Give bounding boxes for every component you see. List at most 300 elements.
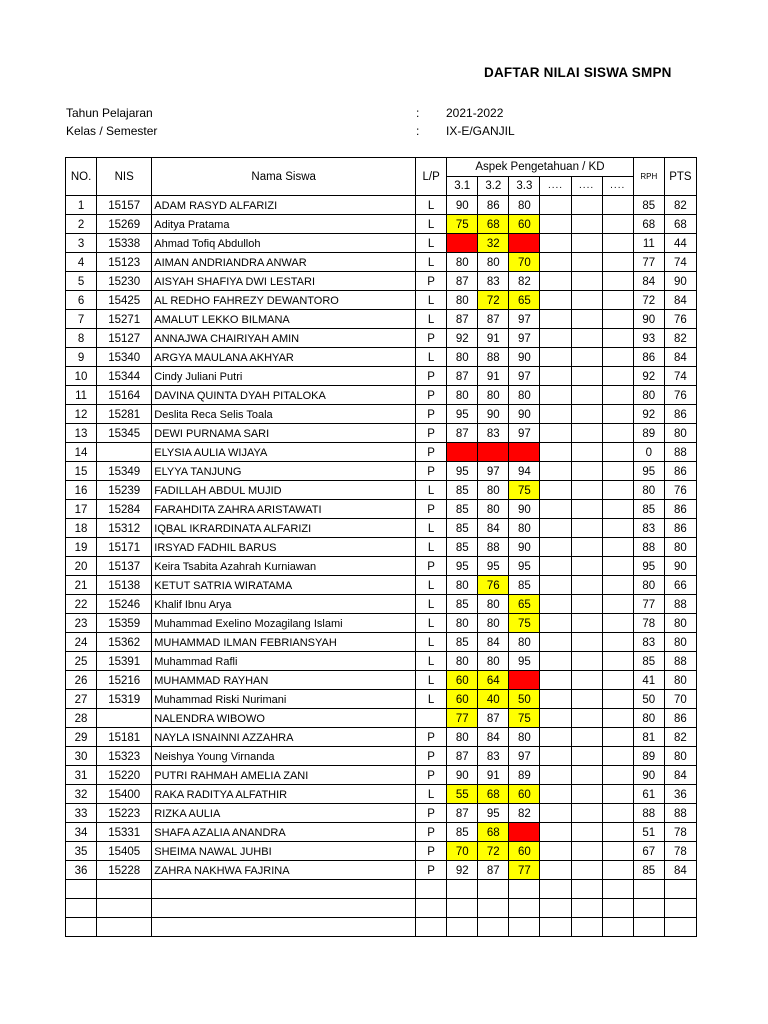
cell-kd-blank bbox=[540, 519, 571, 538]
table-row bbox=[66, 462, 697, 481]
cell-rph: 90 bbox=[633, 766, 664, 785]
cell-kd-3-1: 87 bbox=[447, 747, 478, 766]
cell-rph: 80 bbox=[633, 709, 664, 728]
cell-kd-3-3: 60 bbox=[509, 785, 540, 804]
empty-cell bbox=[97, 880, 152, 899]
cell-kd-3-1: 80 bbox=[447, 576, 478, 595]
cell-kd-3-2: 88 bbox=[478, 538, 509, 557]
cell-kd-3-2: 80 bbox=[478, 386, 509, 405]
cell-name: DEWI PURNAMA SARI bbox=[152, 424, 416, 443]
cell-kd-3-3: 80 bbox=[509, 196, 540, 215]
cell-kd-blank bbox=[540, 462, 571, 481]
cell-pts: 88 bbox=[664, 652, 696, 671]
cell-nis: 15230 bbox=[97, 272, 152, 291]
cell-kd-blank bbox=[571, 272, 602, 291]
school-year-label: Tahun Pelajaran bbox=[66, 106, 153, 120]
header-kd-blank-1: .... bbox=[540, 177, 571, 196]
cell-name: AIMAN ANDRIANDRA ANWAR bbox=[152, 253, 416, 272]
cell-kd-3-2: 68 bbox=[478, 785, 509, 804]
cell-no: 35 bbox=[66, 842, 97, 861]
cell-kd-blank bbox=[571, 804, 602, 823]
table-row bbox=[66, 234, 697, 253]
cell-no: 33 bbox=[66, 804, 97, 823]
cell-lp: L bbox=[416, 538, 447, 557]
cell-kd-3-2: 97 bbox=[478, 462, 509, 481]
cell-rph: 95 bbox=[633, 462, 664, 481]
cell-kd-3-1: 87 bbox=[447, 367, 478, 386]
student-rows bbox=[66, 196, 697, 937]
page-title: DAFTAR NILAI SISWA SMPN bbox=[484, 65, 672, 80]
cell-kd-3-1: 80 bbox=[447, 386, 478, 405]
cell-kd-3-2: 83 bbox=[478, 424, 509, 443]
cell-nis: 15425 bbox=[97, 291, 152, 310]
cell-kd-3-1: 85 bbox=[447, 538, 478, 557]
cell-kd-blank bbox=[571, 519, 602, 538]
cell-kd-blank bbox=[602, 215, 633, 234]
cell-pts: 74 bbox=[664, 253, 696, 272]
table-row bbox=[66, 348, 697, 367]
empty-cell bbox=[152, 880, 416, 899]
empty-cell bbox=[447, 899, 478, 918]
cell-kd-blank bbox=[571, 291, 602, 310]
empty-cell bbox=[633, 880, 664, 899]
cell-lp: L bbox=[416, 196, 447, 215]
cell-kd-3-1: 87 bbox=[447, 424, 478, 443]
cell-kd-3-3: 80 bbox=[509, 519, 540, 538]
cell-kd-blank bbox=[571, 462, 602, 481]
cell-kd-3-3: 94 bbox=[509, 462, 540, 481]
cell-rph: 0 bbox=[633, 443, 664, 462]
cell-rph: 95 bbox=[633, 557, 664, 576]
cell-pts: 36 bbox=[664, 785, 696, 804]
empty-cell bbox=[66, 918, 97, 937]
cell-kd-blank bbox=[602, 253, 633, 272]
cell-kd-3-3: 50 bbox=[509, 690, 540, 709]
cell-kd-3-2: 40 bbox=[478, 690, 509, 709]
cell-no: 24 bbox=[66, 633, 97, 652]
cell-no: 11 bbox=[66, 386, 97, 405]
header-aspect: Aspek Pengetahuan / KD bbox=[447, 158, 634, 177]
cell-name: ARGYA MAULANA AKHYAR bbox=[152, 348, 416, 367]
cell-rph: 51 bbox=[633, 823, 664, 842]
cell-kd-blank bbox=[571, 823, 602, 842]
cell-kd-blank bbox=[602, 443, 633, 462]
empty-cell bbox=[540, 899, 571, 918]
cell-no: 17 bbox=[66, 500, 97, 519]
cell-lp: L bbox=[416, 234, 447, 253]
cell-kd-3-2: 84 bbox=[478, 633, 509, 652]
cell-rph: 88 bbox=[633, 538, 664, 557]
table-row bbox=[66, 196, 697, 215]
cell-kd-blank bbox=[602, 386, 633, 405]
cell-name: NAYLA ISNAINNI AZZAHRA bbox=[152, 728, 416, 747]
cell-name: ADAM RASYD ALFARIZI bbox=[152, 196, 416, 215]
empty-cell bbox=[97, 918, 152, 937]
class-semester-value: IX-E/GANJIL bbox=[446, 124, 515, 138]
cell-kd-3-1: 85 bbox=[447, 500, 478, 519]
cell-kd-blank bbox=[540, 538, 571, 557]
cell-kd-blank bbox=[571, 405, 602, 424]
cell-kd-3-1: 85 bbox=[447, 633, 478, 652]
cell-kd-3-2: 80 bbox=[478, 253, 509, 272]
cell-lp: L bbox=[416, 310, 447, 329]
empty-cell bbox=[540, 880, 571, 899]
cell-nis: 15239 bbox=[97, 481, 152, 500]
cell-no: 8 bbox=[66, 329, 97, 348]
empty-cell bbox=[571, 899, 602, 918]
cell-no: 16 bbox=[66, 481, 97, 500]
cell-kd-blank bbox=[571, 538, 602, 557]
cell-pts: 44 bbox=[664, 234, 696, 253]
cell-kd-blank bbox=[602, 804, 633, 823]
cell-kd-blank bbox=[571, 253, 602, 272]
grades-table bbox=[65, 157, 697, 937]
empty-row bbox=[66, 899, 697, 918]
cell-kd-3-3: 75 bbox=[509, 709, 540, 728]
cell-lp: P bbox=[416, 405, 447, 424]
cell-lp: L bbox=[416, 633, 447, 652]
cell-rph: 85 bbox=[633, 652, 664, 671]
cell-kd-3-3: 75 bbox=[509, 481, 540, 500]
cell-kd-blank bbox=[540, 690, 571, 709]
cell-kd-3-2: 76 bbox=[478, 576, 509, 595]
cell-kd-blank bbox=[540, 405, 571, 424]
cell-kd-blank bbox=[571, 196, 602, 215]
cell-kd-3-2: 72 bbox=[478, 291, 509, 310]
cell-lp: P bbox=[416, 443, 447, 462]
cell-kd-blank bbox=[540, 215, 571, 234]
cell-nis: 15312 bbox=[97, 519, 152, 538]
table-row bbox=[66, 386, 697, 405]
cell-name: MUHAMMAD ILMAN FEBRIANSYAH bbox=[152, 633, 416, 652]
cell-no: 7 bbox=[66, 310, 97, 329]
cell-kd-3-3: 80 bbox=[509, 728, 540, 747]
cell-kd-blank bbox=[540, 747, 571, 766]
cell-rph: 77 bbox=[633, 595, 664, 614]
cell-name: AISYAH SHAFIYA DWI LESTARI bbox=[152, 272, 416, 291]
empty-cell bbox=[664, 918, 696, 937]
cell-kd-3-2: 87 bbox=[478, 709, 509, 728]
cell-pts: 90 bbox=[664, 557, 696, 576]
cell-lp: P bbox=[416, 424, 447, 443]
cell-kd-blank bbox=[602, 348, 633, 367]
cell-kd-blank bbox=[602, 652, 633, 671]
cell-nis: 15331 bbox=[97, 823, 152, 842]
cell-name: Muhammad Riski Nurimani bbox=[152, 690, 416, 709]
cell-pts: 80 bbox=[664, 424, 696, 443]
cell-nis: 15340 bbox=[97, 348, 152, 367]
cell-kd-blank bbox=[540, 443, 571, 462]
cell-kd-blank bbox=[602, 690, 633, 709]
cell-pts: 84 bbox=[664, 861, 696, 880]
cell-nis: 15319 bbox=[97, 690, 152, 709]
cell-nis: 15216 bbox=[97, 671, 152, 690]
cell-no: 1 bbox=[66, 196, 97, 215]
cell-kd-3-1: 90 bbox=[447, 196, 478, 215]
cell-no: 13 bbox=[66, 424, 97, 443]
cell-no: 10 bbox=[66, 367, 97, 386]
cell-kd-3-2: 87 bbox=[478, 861, 509, 880]
cell-no: 21 bbox=[66, 576, 97, 595]
cell-kd-blank bbox=[540, 481, 571, 500]
cell-kd-3-1: 80 bbox=[447, 291, 478, 310]
header-kd-3-1: 3.1 bbox=[447, 177, 478, 196]
cell-pts: 74 bbox=[664, 367, 696, 386]
table-row bbox=[66, 310, 697, 329]
cell-pts: 86 bbox=[664, 709, 696, 728]
cell-kd-3-3: 95 bbox=[509, 557, 540, 576]
cell-kd-blank bbox=[540, 253, 571, 272]
cell-kd-3-2: 83 bbox=[478, 747, 509, 766]
cell-rph: 72 bbox=[633, 291, 664, 310]
table-row bbox=[66, 728, 697, 747]
cell-kd-3-1: 87 bbox=[447, 272, 478, 291]
cell-no: 29 bbox=[66, 728, 97, 747]
cell-nis: 15281 bbox=[97, 405, 152, 424]
cell-kd-3-2: 80 bbox=[478, 500, 509, 519]
cell-kd-blank bbox=[571, 310, 602, 329]
cell-kd-3-3 bbox=[509, 823, 540, 842]
empty-cell bbox=[602, 918, 633, 937]
cell-kd-blank bbox=[571, 614, 602, 633]
cell-kd-blank bbox=[571, 842, 602, 861]
cell-pts: 82 bbox=[664, 329, 696, 348]
cell-lp: L bbox=[416, 690, 447, 709]
empty-cell bbox=[416, 899, 447, 918]
cell-name: Cindy Juliani Putri bbox=[152, 367, 416, 386]
cell-no: 4 bbox=[66, 253, 97, 272]
cell-pts: 76 bbox=[664, 310, 696, 329]
cell-kd-blank bbox=[571, 747, 602, 766]
cell-kd-blank bbox=[540, 671, 571, 690]
cell-rph: 83 bbox=[633, 633, 664, 652]
cell-pts: 78 bbox=[664, 842, 696, 861]
cell-kd-3-1: 80 bbox=[447, 652, 478, 671]
cell-lp: P bbox=[416, 557, 447, 576]
cell-kd-3-3: 65 bbox=[509, 291, 540, 310]
table-row bbox=[66, 804, 697, 823]
cell-kd-blank bbox=[571, 728, 602, 747]
cell-kd-blank bbox=[571, 481, 602, 500]
cell-lp: P bbox=[416, 766, 447, 785]
table-row bbox=[66, 500, 697, 519]
cell-kd-3-3 bbox=[509, 234, 540, 253]
cell-rph: 89 bbox=[633, 424, 664, 443]
cell-no: 12 bbox=[66, 405, 97, 424]
cell-kd-blank bbox=[540, 386, 571, 405]
cell-kd-3-3: 60 bbox=[509, 215, 540, 234]
cell-nis: 15123 bbox=[97, 253, 152, 272]
cell-kd-blank bbox=[602, 671, 633, 690]
cell-lp: P bbox=[416, 804, 447, 823]
cell-kd-blank bbox=[540, 614, 571, 633]
cell-lp: P bbox=[416, 842, 447, 861]
cell-kd-blank bbox=[602, 329, 633, 348]
table-row bbox=[66, 443, 697, 462]
cell-pts: 80 bbox=[664, 671, 696, 690]
cell-no: 23 bbox=[66, 614, 97, 633]
cell-kd-3-1: 95 bbox=[447, 405, 478, 424]
cell-kd-3-1: 60 bbox=[447, 671, 478, 690]
cell-no: 36 bbox=[66, 861, 97, 880]
cell-kd-blank bbox=[602, 462, 633, 481]
cell-rph: 61 bbox=[633, 785, 664, 804]
cell-kd-3-3: 97 bbox=[509, 424, 540, 443]
cell-kd-blank bbox=[571, 671, 602, 690]
empty-cell bbox=[633, 918, 664, 937]
cell-kd-blank bbox=[571, 500, 602, 519]
cell-kd-blank bbox=[540, 785, 571, 804]
cell-nis: 15405 bbox=[97, 842, 152, 861]
cell-nis: 15246 bbox=[97, 595, 152, 614]
cell-kd-3-3: 70 bbox=[509, 253, 540, 272]
cell-kd-blank bbox=[602, 633, 633, 652]
cell-lp: L bbox=[416, 253, 447, 272]
cell-kd-3-2: 68 bbox=[478, 215, 509, 234]
cell-lp: P bbox=[416, 500, 447, 519]
header-kd-3-3: 3.3 bbox=[509, 177, 540, 196]
cell-nis: 15344 bbox=[97, 367, 152, 386]
cell-rph: 88 bbox=[633, 804, 664, 823]
cell-kd-blank bbox=[602, 728, 633, 747]
header-kd-blank-2: .... bbox=[571, 177, 602, 196]
cell-kd-blank bbox=[540, 234, 571, 253]
cell-pts: 80 bbox=[664, 747, 696, 766]
cell-kd-3-1 bbox=[447, 234, 478, 253]
cell-kd-blank bbox=[540, 576, 571, 595]
cell-kd-blank bbox=[571, 329, 602, 348]
cell-kd-blank bbox=[602, 823, 633, 842]
cell-kd-3-2: 83 bbox=[478, 272, 509, 291]
cell-no: 27 bbox=[66, 690, 97, 709]
table-row bbox=[66, 272, 697, 291]
cell-rph: 92 bbox=[633, 367, 664, 386]
cell-no: 22 bbox=[66, 595, 97, 614]
cell-kd-3-3: 80 bbox=[509, 633, 540, 652]
cell-name: SHAFA AZALIA ANANDRA bbox=[152, 823, 416, 842]
cell-lp: L bbox=[416, 614, 447, 633]
cell-kd-3-3: 85 bbox=[509, 576, 540, 595]
cell-kd-blank bbox=[540, 595, 571, 614]
cell-no: 2 bbox=[66, 215, 97, 234]
cell-kd-3-1: 95 bbox=[447, 462, 478, 481]
empty-cell bbox=[152, 899, 416, 918]
empty-cell bbox=[664, 880, 696, 899]
cell-kd-3-2: 80 bbox=[478, 481, 509, 500]
cell-no: 30 bbox=[66, 747, 97, 766]
cell-kd-3-1: 87 bbox=[447, 310, 478, 329]
cell-no: 32 bbox=[66, 785, 97, 804]
cell-kd-blank bbox=[540, 348, 571, 367]
cell-lp: P bbox=[416, 329, 447, 348]
cell-kd-3-2: 64 bbox=[478, 671, 509, 690]
cell-nis: 15359 bbox=[97, 614, 152, 633]
cell-kd-3-3: 95 bbox=[509, 652, 540, 671]
cell-kd-3-3: 90 bbox=[509, 348, 540, 367]
school-year-colon: : bbox=[416, 106, 420, 120]
cell-kd-3-1: 77 bbox=[447, 709, 478, 728]
cell-kd-blank bbox=[571, 348, 602, 367]
cell-kd-blank bbox=[602, 310, 633, 329]
cell-nis: 15223 bbox=[97, 804, 152, 823]
cell-kd-3-2: 86 bbox=[478, 196, 509, 215]
cell-kd-3-2: 90 bbox=[478, 405, 509, 424]
empty-cell bbox=[571, 880, 602, 899]
table-row bbox=[66, 785, 697, 804]
cell-rph: 92 bbox=[633, 405, 664, 424]
cell-pts: 76 bbox=[664, 386, 696, 405]
cell-name: ELYYA TANJUNG bbox=[152, 462, 416, 481]
cell-rph: 50 bbox=[633, 690, 664, 709]
cell-lp: P bbox=[416, 823, 447, 842]
cell-kd-blank bbox=[571, 386, 602, 405]
cell-lp: L bbox=[416, 481, 447, 500]
table-row bbox=[66, 747, 697, 766]
cell-rph: 83 bbox=[633, 519, 664, 538]
table-row bbox=[66, 766, 697, 785]
cell-kd-blank bbox=[571, 652, 602, 671]
cell-kd-3-2: 95 bbox=[478, 557, 509, 576]
cell-rph: 81 bbox=[633, 728, 664, 747]
cell-no: 25 bbox=[66, 652, 97, 671]
table-row bbox=[66, 842, 697, 861]
cell-kd-3-2: 87 bbox=[478, 310, 509, 329]
cell-kd-blank bbox=[602, 785, 633, 804]
cell-kd-3-1: 80 bbox=[447, 728, 478, 747]
cell-name: IRSYAD FADHIL BARUS bbox=[152, 538, 416, 557]
cell-rph: 84 bbox=[633, 272, 664, 291]
cell-kd-3-1: 85 bbox=[447, 519, 478, 538]
cell-no: 14 bbox=[66, 443, 97, 462]
cell-nis: 15338 bbox=[97, 234, 152, 253]
cell-kd-3-3: 97 bbox=[509, 367, 540, 386]
cell-kd-3-1: 75 bbox=[447, 215, 478, 234]
cell-kd-blank bbox=[571, 766, 602, 785]
cell-lp: L bbox=[416, 671, 447, 690]
cell-kd-blank bbox=[540, 310, 571, 329]
cell-rph: 80 bbox=[633, 576, 664, 595]
cell-kd-blank bbox=[540, 500, 571, 519]
cell-nis: 15284 bbox=[97, 500, 152, 519]
cell-lp: P bbox=[416, 462, 447, 481]
cell-kd-blank bbox=[602, 234, 633, 253]
empty-cell bbox=[602, 899, 633, 918]
table-row bbox=[66, 253, 697, 272]
cell-lp: P bbox=[416, 861, 447, 880]
cell-pts: 84 bbox=[664, 291, 696, 310]
empty-cell bbox=[66, 880, 97, 899]
cell-kd-blank bbox=[571, 861, 602, 880]
cell-rph: 86 bbox=[633, 348, 664, 367]
cell-kd-blank bbox=[540, 766, 571, 785]
cell-name: ZAHRA NAKHWA FAJRINA bbox=[152, 861, 416, 880]
table-row bbox=[66, 576, 697, 595]
cell-no: 34 bbox=[66, 823, 97, 842]
cell-kd-3-3: 90 bbox=[509, 405, 540, 424]
table-row bbox=[66, 823, 697, 842]
cell-kd-blank bbox=[602, 766, 633, 785]
table-row bbox=[66, 538, 697, 557]
header-pts: PTS bbox=[664, 158, 696, 196]
cell-lp: P bbox=[416, 272, 447, 291]
cell-kd-blank bbox=[571, 424, 602, 443]
empty-cell bbox=[633, 899, 664, 918]
cell-no: 26 bbox=[66, 671, 97, 690]
cell-pts: 70 bbox=[664, 690, 696, 709]
cell-kd-3-2: 84 bbox=[478, 519, 509, 538]
cell-rph: 93 bbox=[633, 329, 664, 348]
cell-kd-blank bbox=[602, 424, 633, 443]
